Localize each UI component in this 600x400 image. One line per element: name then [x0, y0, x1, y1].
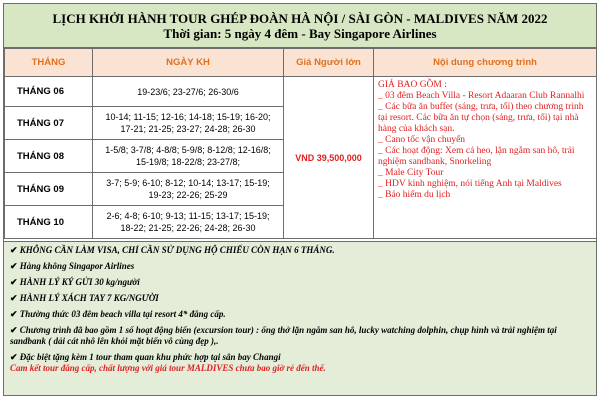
dates-cell: 3-7; 5-9; 6-10; 8-12; 10-14; 13-17; 15-19; 19-23; 22-26; 25-29 — [93, 173, 284, 206]
check-icon: ✔ — [10, 352, 18, 362]
includes-item: _ Các bữa ăn buffet (sáng, trưa, tối) theo chương trình tại resort. Các bữa ăn tự chọn (sáng, trưa, tối) tại nhà hàng của khách sạn. — [378, 102, 584, 134]
table-header-row — [5, 49, 597, 77]
check-icon: ✔ — [10, 309, 18, 319]
includes-item: _ Bảo hiểm du lịch — [378, 190, 451, 200]
includes-item: _ Cano tốc vận chuyển — [378, 135, 466, 145]
note-item — [10, 277, 590, 288]
col-header-dates: NGÀY KH — [93, 49, 284, 77]
note-text: Hàng không Singapor Airlines — [19, 261, 135, 271]
note-item — [10, 309, 590, 320]
note-text: HÀNH LÝ KÝ GỬI 30 kg/người — [19, 277, 140, 287]
note-item — [10, 325, 590, 347]
col-header-program: Nội dung chương trình — [374, 49, 597, 77]
col-header-month: THÁNG — [5, 49, 93, 77]
check-icon: ✔ — [10, 261, 18, 271]
includes-item: _ 03 đêm Beach Villa - Resort Adaaran Club Rannalhi — [378, 91, 585, 101]
price-cell: VND 39,500,000 — [284, 77, 374, 239]
includes-heading: GIÁ BAO GỒM : — [378, 80, 447, 90]
includes-cell — [374, 77, 597, 239]
notes-section — [4, 241, 596, 395]
month-cell: THÁNG 09 — [5, 173, 93, 206]
note-text: HÀNH LÝ XÁCH TAY 7 KG/NGƯỜI — [19, 293, 159, 303]
note-text: Chương trình đã bao gồm 1 số hoạt động biển (excursion tour) : ống thở lặn ngắm san hô, lucky watching dolphin, chụp hình và trải nghiệm tại sandbank ( dải cát nhô lên khỏi mặt biển vô cùng đẹp ),. — [10, 325, 557, 346]
check-icon: ✔ — [10, 277, 18, 287]
note-text: Thường thức 03 đêm beach villa tại resort 4* đẳng cấp. — [19, 309, 226, 319]
month-cell: THÁNG 06 — [5, 77, 93, 107]
note-item — [10, 245, 590, 256]
table-row — [5, 77, 597, 107]
note-text: Đặc biệt tặng kèm 1 tour tham quan khu phức hợp tại sân bay Changi — [19, 352, 281, 362]
month-cell: THÁNG 07 — [5, 107, 93, 140]
note-item — [10, 352, 590, 363]
dates-cell: 19-23/6; 23-27/6; 26-30/6 — [93, 77, 284, 107]
tour-schedule-document — [3, 3, 597, 396]
includes-item: _ HDV kinh nghiệm, nói tiếng Anh tại Maldives — [378, 179, 562, 189]
includes-item: _ Các hoạt động: Xem cá heo, lặn ngắm san hô, trải nghiệm sandbank, Snorkeling — [378, 146, 575, 167]
note-item — [10, 261, 590, 272]
note-text: KHÔNG CẦN LÀM VISA, CHỈ CẦN SỬ DỤNG HỘ CHIẾU CÒN HẠN 6 THÁNG. — [19, 245, 335, 255]
month-cell: THÁNG 08 — [5, 140, 93, 173]
page-title: LỊCH KHỞI HÀNH TOUR GHÉP ĐOÀN HÀ NỘI / SÀI GÒN - MALDIVES NĂM 2022 — [52, 11, 548, 26]
col-header-price: Giá Người lớn — [284, 49, 374, 77]
dates-cell: 2-6; 4-8; 6-10; 9-13; 11-15; 13-17; 15-19; 18-22; 21-25; 22-26; 24-28; 26-30 — [93, 206, 284, 239]
includes-item: _ Male City Tour — [378, 168, 444, 178]
header-banner — [4, 4, 596, 48]
dates-cell: 1-5/8; 3-7/8; 4-8/8; 5-9/8; 8-12/8; 12-16/8; 15-19/8; 18-22/8; 23-27/8; — [93, 140, 284, 173]
note-item — [10, 293, 590, 304]
page-subtitle: Thời gian: 5 ngày 4 đêm - Bay Singapore Airlines — [163, 26, 437, 41]
schedule-table — [4, 48, 597, 239]
check-icon: ✔ — [10, 245, 18, 255]
month-cell: THÁNG 10 — [5, 206, 93, 239]
check-icon: ✔ — [10, 293, 18, 303]
closing-statement: Cam kết tour đẳng cấp, chất lượng với giá tour MALDIVES chưa bao giờ rẻ đến thế. — [10, 363, 326, 373]
dates-cell: 10-14; 11-15; 12-16; 14-18; 15-19; 16-20; 17-21; 21-25; 23-27; 24-28; 26-30 — [93, 107, 284, 140]
check-icon: ✔ — [10, 325, 18, 335]
